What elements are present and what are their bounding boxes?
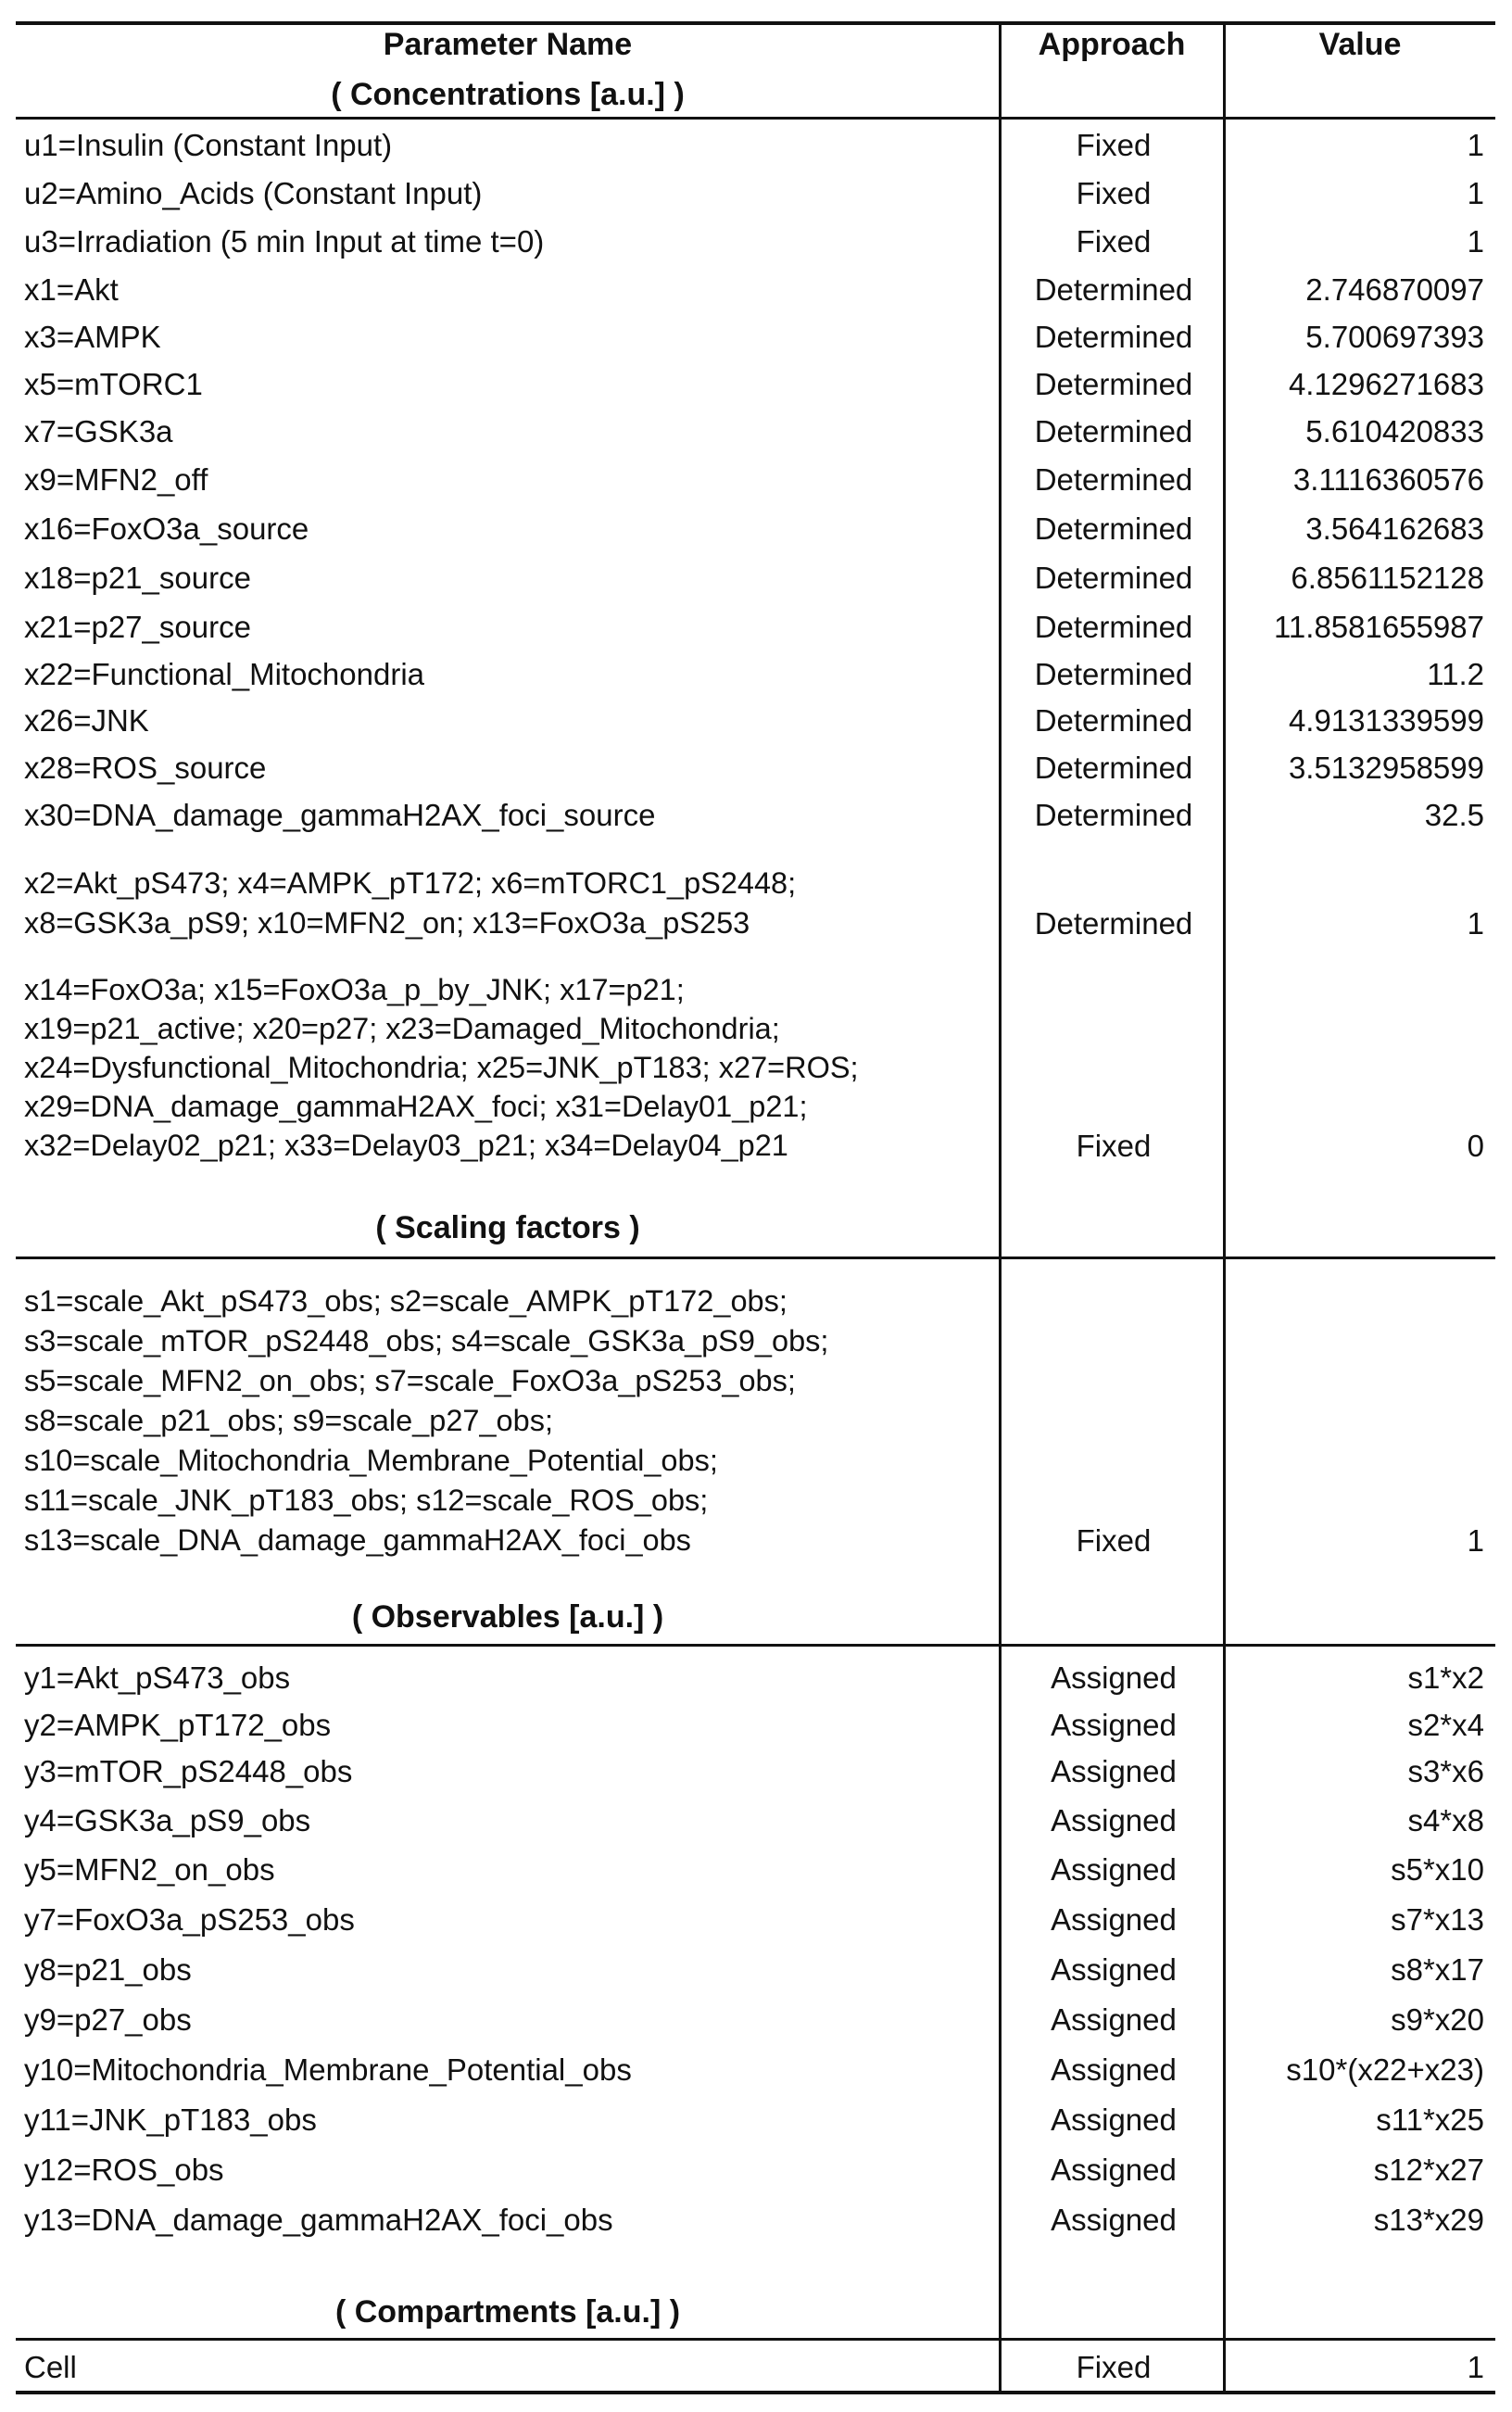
- approach: Determined: [1034, 272, 1193, 307]
- value: 4.1296271683: [1288, 367, 1484, 401]
- header-rule: [16, 117, 1495, 120]
- parameter-name-line: s8=scale_p21_obs; s9=scale_p27_obs;: [24, 1404, 553, 1437]
- section-scaling-factors: ( Scaling factors ): [375, 1210, 640, 1245]
- approach: Assigned: [1051, 1902, 1177, 1937]
- approach: Determined: [1034, 511, 1193, 546]
- approach: Determined: [1034, 610, 1193, 644]
- approach: Determined: [1034, 798, 1193, 832]
- value: 3.5132958599: [1288, 751, 1484, 785]
- compartments-rule: [16, 2338, 1495, 2341]
- section-compartments: ( Compartments [a.u.] ): [334, 2294, 681, 2330]
- value: 1: [1467, 128, 1484, 162]
- approach: Assigned: [1051, 2052, 1177, 2087]
- parameter-name: x7=GSK3a: [24, 414, 173, 448]
- value: 1: [1467, 1523, 1484, 1558]
- value: 1: [1467, 224, 1484, 259]
- value: s8*x17: [1391, 1952, 1484, 1987]
- parameter-name-line: x8=GSK3a_pS9; x10=MFN2_on; x13=FoxO3a_pS253: [24, 906, 750, 940]
- observables-rule: [16, 1644, 1495, 1647]
- approach: Fixed: [1076, 1129, 1152, 1163]
- parameter-name: u1=Insulin (Constant Input): [24, 128, 393, 162]
- section-observables: ( Observables [a.u.] ): [351, 1599, 664, 1635]
- value: 1: [1467, 906, 1484, 941]
- approach: Assigned: [1051, 2002, 1177, 2037]
- parameter-name-line: s3=scale_mTOR_pS2448_obs; s4=scale_GSK3a_pS9_obs;: [24, 1324, 829, 1358]
- approach: Fixed: [1076, 176, 1152, 210]
- value: 2.746870097: [1305, 272, 1484, 307]
- approach: Determined: [1034, 320, 1193, 354]
- approach: Determined: [1034, 561, 1193, 595]
- value: 1: [1467, 2350, 1484, 2384]
- approach: Assigned: [1051, 1754, 1177, 1788]
- value: 11.2: [1427, 657, 1484, 691]
- parameter-name: u3=Irradiation (5 min Input at time t=0): [24, 224, 545, 259]
- value: s4*x8: [1407, 1803, 1484, 1837]
- value: 0: [1467, 1129, 1484, 1163]
- parameter-name: x21=p27_source: [24, 610, 251, 644]
- value: s1*x2: [1407, 1661, 1484, 1695]
- approach: Assigned: [1051, 2153, 1177, 2187]
- parameter-name: y7=FoxO3a_pS253_obs: [24, 1902, 355, 1937]
- parameter-name: y11=JNK_pT183_obs: [24, 2103, 317, 2137]
- approach: Assigned: [1051, 1952, 1177, 1987]
- parameter-name-line: x14=FoxO3a; x15=FoxO3a_p_by_JNK; x17=p21;: [24, 973, 685, 1006]
- approach: Assigned: [1051, 2103, 1177, 2137]
- parameter-name: y12=ROS_obs: [24, 2153, 224, 2187]
- approach: Determined: [1034, 367, 1193, 401]
- approach: Determined: [1034, 703, 1193, 738]
- value: 1: [1467, 176, 1484, 210]
- value: 3.564162683: [1305, 511, 1484, 546]
- parameter-name: Cell: [24, 2350, 77, 2384]
- header-parameter-name: Parameter Name: [383, 27, 633, 62]
- parameter-name-line: s10=scale_Mitochondria_Membrane_Potential_obs;: [24, 1444, 718, 1477]
- parameter-name-line: x32=Delay02_p21; x33=Delay03_p21; x34=Delay04_p21: [24, 1129, 788, 1162]
- approach: Fixed: [1076, 2350, 1152, 2384]
- value: 11.8581655987: [1274, 610, 1484, 644]
- approach: Determined: [1034, 657, 1193, 691]
- value: s12*x27: [1373, 2153, 1484, 2187]
- approach: Determined: [1034, 751, 1193, 785]
- parameter-name: x30=DNA_damage_gammaH2AX_foci_source: [24, 798, 656, 832]
- parameter-name: x22=Functional_Mitochondria: [24, 657, 425, 691]
- value: 32.5: [1424, 798, 1484, 832]
- approach: Fixed: [1076, 224, 1152, 259]
- parameter-name: y13=DNA_damage_gammaH2AX_foci_obs: [24, 2203, 613, 2237]
- approach: Assigned: [1051, 1661, 1177, 1695]
- parameter-name: u2=Amino_Acids (Constant Input): [24, 176, 483, 210]
- value: s10*(x22+x23): [1286, 2052, 1484, 2087]
- parameter-name-line: s13=scale_DNA_damage_gammaH2AX_foci_obs: [24, 1523, 691, 1557]
- approach: Determined: [1034, 462, 1193, 497]
- parameter-name: y10=Mitochondria_Membrane_Potential_obs: [24, 2052, 632, 2087]
- parameter-name-line: x19=p21_active; x20=p27; x23=Damaged_Mitochondria;: [24, 1012, 780, 1045]
- header-value: Value: [1318, 27, 1402, 62]
- parameter-name: y9=p27_obs: [24, 2002, 192, 2037]
- value: s2*x4: [1407, 1708, 1484, 1742]
- parameter-name: y3=mTOR_pS2448_obs: [24, 1754, 353, 1788]
- approach: Fixed: [1076, 128, 1152, 162]
- value: 6.8561152128: [1291, 561, 1484, 595]
- approach: Assigned: [1051, 1803, 1177, 1837]
- parameter-name-line: s5=scale_MFN2_on_obs; s7=scale_FoxO3a_pS253_obs;: [24, 1364, 796, 1397]
- parameter-name: x3=AMPK: [24, 320, 161, 354]
- parameter-name: x18=p21_source: [24, 561, 251, 595]
- value: s11*x25: [1376, 2103, 1484, 2137]
- value: 5.610420833: [1305, 414, 1484, 448]
- scaling-rule: [16, 1257, 1495, 1259]
- value: 5.700697393: [1305, 320, 1484, 354]
- approach: Assigned: [1051, 2203, 1177, 2237]
- parameter-name: x5=mTORC1: [24, 367, 203, 401]
- parameter-name: y4=GSK3a_pS9_obs: [24, 1803, 311, 1837]
- parameter-name: x26=JNK: [24, 703, 149, 738]
- parameter-name-line: s11=scale_JNK_pT183_obs; s12=scale_ROS_obs;: [24, 1484, 709, 1517]
- parameter-name: y8=p21_obs: [24, 1952, 192, 1987]
- value: s5*x10: [1391, 1852, 1484, 1887]
- approach: Assigned: [1051, 1852, 1177, 1887]
- bottom-rule: [16, 2391, 1495, 2394]
- value: 3.1116360576: [1292, 462, 1484, 497]
- parameter-name-line: x2=Akt_pS473; x4=AMPK_pT172; x6=mTORC1_pS2448;: [24, 866, 797, 900]
- approach: Fixed: [1076, 1523, 1152, 1558]
- value: 4.9131339599: [1288, 703, 1484, 738]
- parameter-name: y2=AMPK_pT172_obs: [24, 1708, 332, 1742]
- parameter-name-line: s1=scale_Akt_pS473_obs; s2=scale_AMPK_pT172_obs;: [24, 1284, 788, 1318]
- approach: Determined: [1034, 414, 1193, 448]
- parameter-name-line: x24=Dysfunctional_Mitochondria; x25=JNK_pT183; x27=ROS;: [24, 1051, 859, 1084]
- header-approach: Approach: [1038, 27, 1186, 62]
- value: s13*x29: [1373, 2203, 1484, 2237]
- section-concentrations: ( Concentrations [a.u.] ): [331, 77, 685, 112]
- parameter-name: x1=Akt: [24, 272, 119, 307]
- value: s9*x20: [1391, 2002, 1484, 2037]
- parameter-name-line: x29=DNA_damage_gammaH2AX_foci; x31=Delay01_p21;: [24, 1090, 808, 1123]
- value: s3*x6: [1407, 1754, 1484, 1788]
- parameter-name: y5=MFN2_on_obs: [24, 1852, 275, 1887]
- approach: Determined: [1034, 906, 1193, 941]
- parameter-name: x9=MFN2_off: [24, 462, 208, 497]
- parameter-name: x28=ROS_source: [24, 751, 267, 785]
- parameter-name: x16=FoxO3a_source: [24, 511, 309, 546]
- value: s7*x13: [1391, 1902, 1484, 1937]
- parameter-name: y1=Akt_pS473_obs: [24, 1661, 291, 1695]
- approach: Assigned: [1051, 1708, 1177, 1742]
